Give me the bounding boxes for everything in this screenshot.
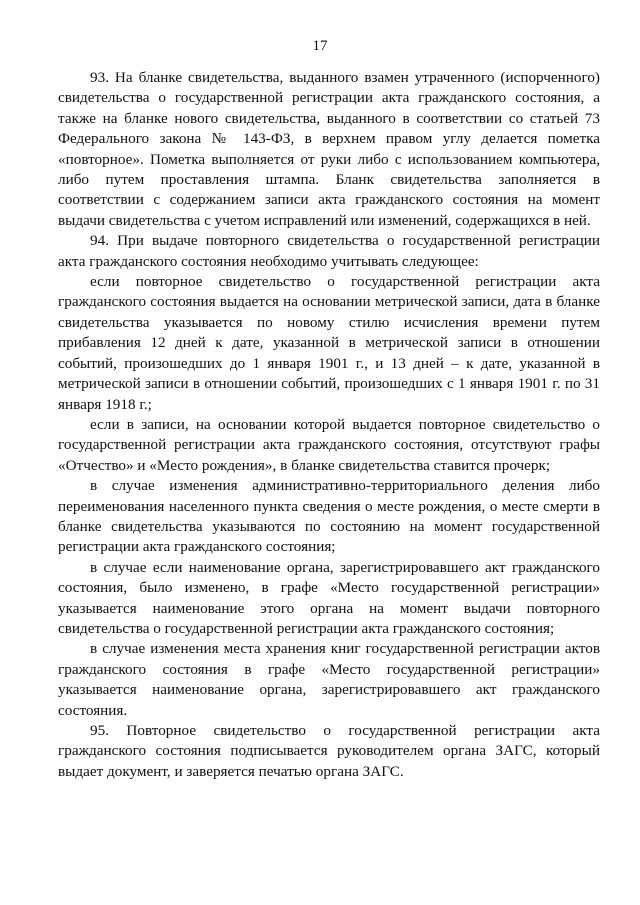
paragraph-94-authority-renamed: в случае если наименование органа, зарегистрировавшего акт гражданского состояния, было изменено, в графе «Место государственной регистрации» указывается наименование этого органа на момент выдачи повторного свидетельства о государственной регистрации акта гражданского состояния; xyxy=(58,558,600,637)
page-number: 17 xyxy=(312,38,328,54)
paragraph-94-storage-change: в случае изменения места хранения книг государственной регистрации актов гражданского состояния в графе «Место государственной регистрации» указывается наименование органа, зарегистрировавшего акт гражданского состояния. xyxy=(58,640,600,719)
paragraph-93: 93. На бланке свидетельства, выданного взамен утраченного (испорченного) свидетельства о государственной регистрации акта гражданского состояния, а также на бланке нового свидетельства, выданного в соответствии со статьей 73 Федерального закона № 143-ФЗ, в верхнем правом углу делается пометка «повторное». Пометка выполняется от руки либо с использованием компьютера, либо путем проставления штампа. Бланк свидетельства заполняется в соответствии с содержанием записи акта гражданского состояния на момент выдачи свидетельства с учетом исправлений или изменений, содержащихся в ней. xyxy=(58,69,600,229)
paragraph-94-metric-record: если повторное свидетельство о государственной регистрации акта гражданского состояния выдается на основании метрической записи, дата в бланке свидетельства указывается по новому стилю исчисления времени путем прибавления 12 дней к дате, указанной в метрической записи в отношении событий, произошедших до 1 января 1901 г., и 13 дней – к дате, указанной в метрической записи в отношении событий, произошедших с 1 января 1901 г. по 31 января 1918 г.; xyxy=(58,273,600,413)
paragraph-95: 95. Повторное свидетельство о государственной регистрации акта гражданского состояния подписывается руководителем органа ЗАГС, который выдает документ, и заверяется печатью органа ЗАГС. xyxy=(58,722,600,780)
document-body xyxy=(58,68,600,782)
paragraph-94-territorial-change: в случае изменения административно-территориального деления либо переименования населенного пункта сведения о месте рождения, о месте смерти в бланке свидетельства указываются по состоянию на момент государственной регистрации акта гражданского состояния; xyxy=(58,477,600,556)
paragraph-94-intro: 94. При выдаче повторного свидетельства о государственной регистрации акта гражданского состояния необходимо учитывать следующее: xyxy=(58,232,600,270)
paragraph-94-missing-fields: если в записи, на основании которой выдается повторное свидетельство о государственной регистрации акта гражданского состояния, отсутствуют графы «Отчество» и «Место рождения», в бланке свидетельства ставится прочерк; xyxy=(58,415,600,474)
